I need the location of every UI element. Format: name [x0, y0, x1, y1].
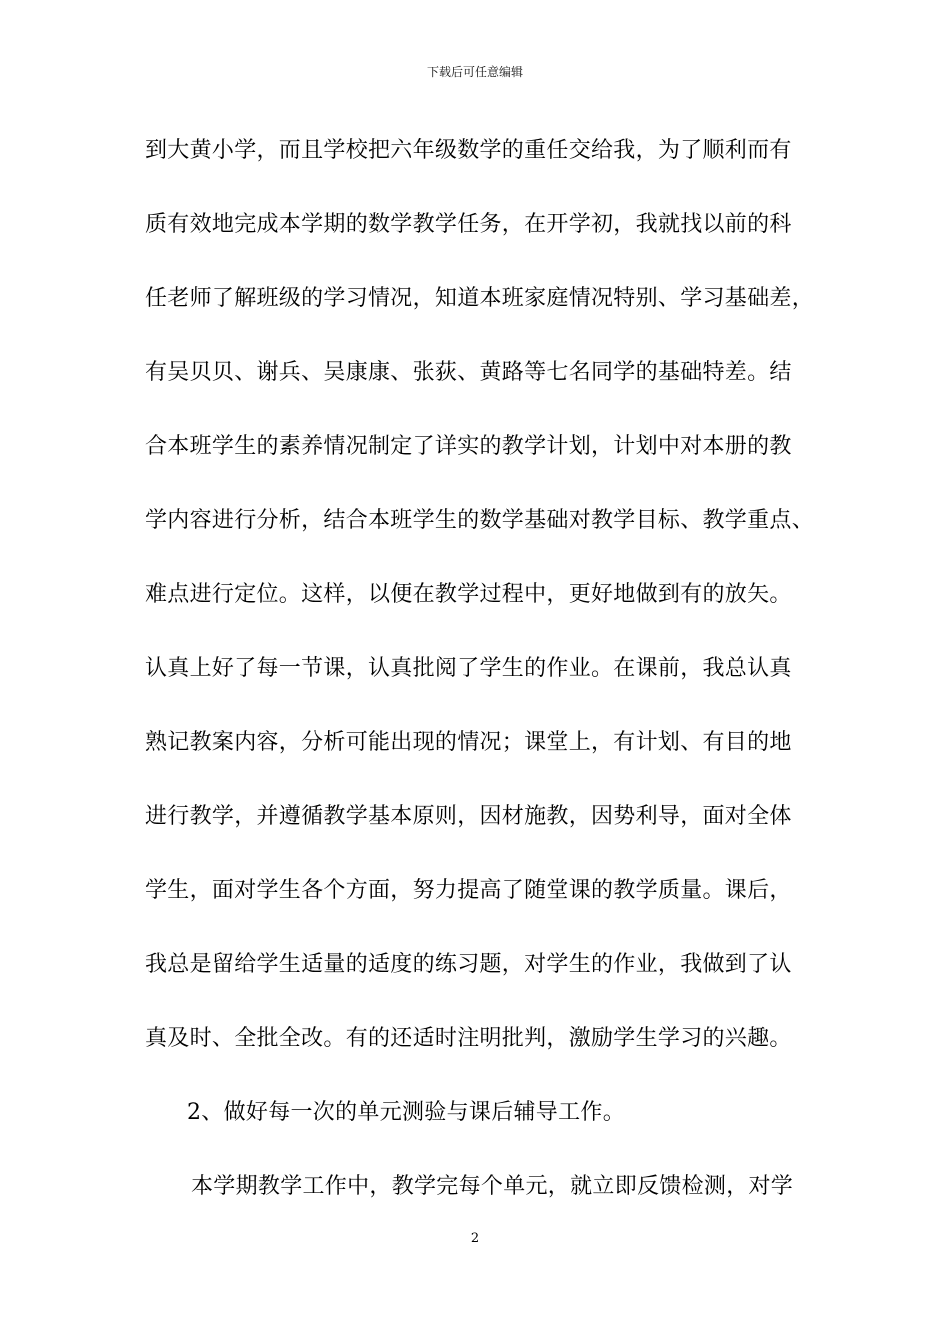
body-line: 我总是留给学生适量的适度的练习题，对学生的作业，我做到了认: [145, 952, 792, 977]
body-line: 认真上好了每一节课，认真批阅了学生的作业。在课前，我总认真: [145, 656, 792, 681]
document-body: [145, 131, 835, 1241]
body-line: 有吴贝贝、谢兵、吴康康、张荻、黄路等七名同学的基础特差。结: [145, 360, 792, 385]
page-header: 下载后可任意编辑: [426, 65, 523, 79]
body-line: 熟记教案内容，分析可能出现的情况；课堂上，有计划、有目的地: [145, 730, 792, 755]
body-line: 本学期教学工作中，教学完每个单元，就立即反馈检测，对学: [191, 1174, 794, 1199]
section-heading: 2、做好每一次的单元测验与课后辅导工作。: [187, 1100, 625, 1125]
page-number: 2: [470, 1231, 480, 1246]
body-line: 进行教学，并遵循教学基本原则，因材施教，因势利导，面对全体: [145, 804, 792, 829]
body-line: 学生，面对学生各个方面，努力提高了随堂课的教学质量。课后，: [145, 878, 792, 903]
body-line: 学内容进行分析，结合本班学生的数学基础对教学目标、教学重点、: [145, 508, 815, 533]
body-line: 合本班学生的素养情况制定了详实的教学计划，计划中对本册的教: [145, 434, 792, 459]
body-line: 难点进行定位。这样，以便在教学过程中，更好地做到有的放矢。: [145, 582, 792, 607]
body-line: 到大黄小学，而且学校把六年级数学的重任交给我，为了顺利而有: [145, 138, 792, 163]
body-line: 质有效地完成本学期的数学教学任务，在开学初，我就找以前的科: [145, 212, 792, 237]
body-line: 任老师了解班级的学习情况，知道本班家庭情况特别、学习基础差，: [145, 286, 815, 311]
body-line: 真及时、全批全改。有的还适时注明批判，激励学生学习的兴趣。: [145, 1026, 792, 1051]
